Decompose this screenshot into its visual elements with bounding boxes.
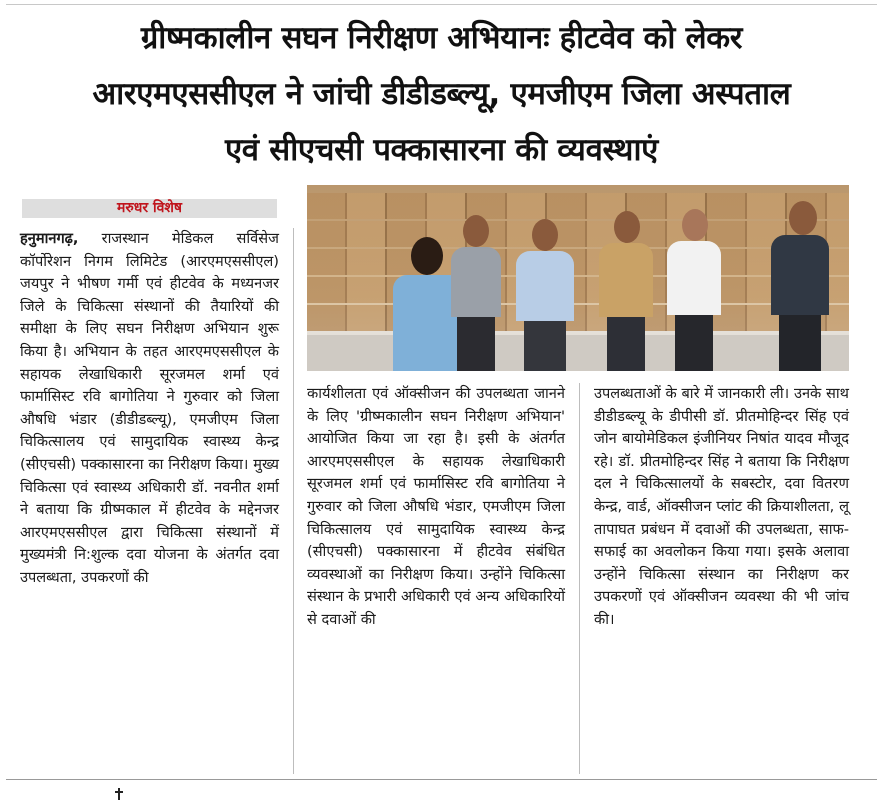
- column-text: उपलब्धताओं के बारे में जानकारी ली। उनके साथ डीडीडब्ल्यू के डीपीसी डॉ. प्रीतमोहिन्दर सिंह एवं जोन बायोमेडिकल इंजीनियर निषांत यादव मौजूद रहे। डॉ. प्रीतमोहिन्दर सिंह ने बताया कि निरीक्षण दल ने चिकित्सालयों के सबस्टोर, दवा वितरण केन्द्र, वार्ड, ऑक्सीजन प्लांट की क्रियाशीलता, लू तापाघत प्रबंधन में दवाओं की उपलब्धता, साफ-सफाई का अवलोकन किया गया। इसके अलावा उन्होंने चिकित्सा संस्थान का निरीक्षण कर उपकरणों एवं ऑक्सीजन व्यवस्था की भी जांच की।: [594, 385, 849, 628]
- article-column-2: [307, 383, 565, 632]
- top-rule: [6, 4, 877, 5]
- column-rule: [293, 228, 294, 774]
- headline: [10, 10, 873, 178]
- person-official: [447, 215, 505, 371]
- person-official: [512, 219, 578, 371]
- column-text: कार्यशीलता एवं ऑक्सीजन की उपलब्धता जानने के लिए 'ग्रीष्मकालीन सघन निरीक्षण अभियान' आयोजित किया जा रहा है। इसी के अंतर्गत आरएमएससीएल के सहायक लेखाधिकारी सूरजमल शर्मा एवं फार्मासिस्ट रवि बागोतिया ने गुरुवार को जिला औषधि भंडार, एमजीएम जिला चिकित्सालय एवं सामुदायिक स्वास्थ्य केन्द्र (सीएचसी) पक्कासारना में हीटवेव संबंधित व्यवस्थाओं का निरीक्षण किया। उन्होंने चिकित्सा संस्थान के प्रभारी अधिकारी एवं अन्य अधिकारियों से दवाओं की: [307, 385, 565, 628]
- dateline: हनुमानगढ़,: [20, 230, 79, 247]
- person-official: [767, 201, 833, 371]
- headline-line: ग्रीष्मकालीन सघन निरीक्षण अभियानः हीटवेव को लेकर: [140, 20, 743, 56]
- bottom-rule: [6, 779, 877, 780]
- headline-line: आरएमएससीएल ने जांची डीडीडब्ल्यू, एमजीएम जिला अस्पताल: [92, 76, 791, 112]
- person-official: [595, 211, 657, 371]
- column-text: राजस्थान मेडिकल सर्विसेज कॉर्पोरेशन निगम लिमिटेड (आरएमएससीएल) जयपुर ने भीषण गर्मी एवं हीटवेव के मध्यनजर जिले के चिकित्सा संस्थानों की तैयारियों की समीक्षा के लिए सघन निरीक्षण अभियान शुरू किया है। अभियान के तहत आरएमएससीएल के सहायक लेखाधिकारी सूरजमल शर्मा एवं फार्मासिस्ट रवि बागोतिया ने गुरुवार को जिला औषधि भंडार (डीडीडब्ल्यू), एमजीएम जिला चिकित्सालय एवं सामुदायिक स्वास्थ्य केन्द्र (सीएचसी) पक्कासारना का निरीक्षण किया। मुख्य चिकित्सा एवं स्वास्थ्य अधिकारी डॉ. नवनीत शर्मा ने बताया कि ग्रीष्मकाल में हीटवेव के मद्देनजर आरएमएससीएल द्वारा चिकित्सा संस्थानों में मुख्यमंत्री नि:शुल्क दवा योजना के अंतर्गत दवा उपलब्धता, उपकरणों की: [20, 230, 279, 586]
- article-column-3: [594, 383, 849, 632]
- article-column-1: [20, 228, 279, 590]
- column-rule: [579, 383, 580, 774]
- cropped-glyph-icon: [112, 788, 126, 800]
- headline-line: एवं सीएचसी पक्कासारना की व्यवस्थाएं: [224, 132, 659, 168]
- person-official: [663, 209, 725, 371]
- inspection-photo: [307, 185, 849, 371]
- kicker-label: मरुधर विशेष: [117, 200, 182, 216]
